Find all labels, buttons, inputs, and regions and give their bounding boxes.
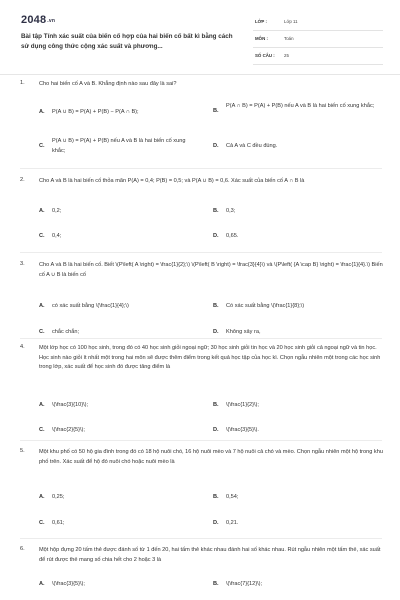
meta-row-class bbox=[253, 14, 383, 31]
option-letter: B. bbox=[213, 494, 219, 500]
class-value: Lớp 11 bbox=[284, 19, 298, 24]
option-text: 0,4; bbox=[52, 233, 62, 239]
meta-row-subject bbox=[253, 31, 383, 48]
option-text: chắc chắn; bbox=[52, 329, 80, 335]
class-label: LỚP : bbox=[255, 19, 267, 24]
option-text: \(\frac{3}{5}\); bbox=[52, 581, 85, 587]
option-letter: C. bbox=[39, 427, 45, 433]
document-title: Bài tập Tính xác suất của biến cố hợp của hai biến cố bất kì bằng cách sử dụng công thức cộng xác suất và phương... bbox=[21, 33, 233, 50]
document-meta bbox=[253, 14, 383, 65]
option-letter: A. bbox=[39, 109, 45, 115]
option-text: Có xác suất bằng \(\frac{1}{8};\) bbox=[226, 303, 305, 309]
question-text: Cho hai biến cố A và B. Khẳng định nào sau đây là sai? bbox=[39, 81, 177, 87]
option-text: P(A ∪ B) = P(A) + P(B) nếu A và B là hai biến cố xung khắc; bbox=[52, 138, 186, 154]
option-text: P(A ∩ B) = P(A) + P(B) nếu A và B là hai biến cố xung khắc; bbox=[226, 103, 375, 109]
option-text: \(\frac{7}{12}\); bbox=[226, 581, 263, 587]
option-text: Cả A và C đều đúng. bbox=[226, 143, 278, 149]
question-separator bbox=[20, 252, 382, 253]
question-number: 4. bbox=[20, 344, 25, 350]
option-letter: A. bbox=[39, 208, 45, 214]
option-letter: A. bbox=[39, 303, 45, 309]
option-letter: D. bbox=[213, 143, 219, 149]
question-text: Cho A và B là hai biến cố. Biết \(P\left( A \right) = \frac{1}{2};\) \(P\left( B \right) = \frac{3}{4}\) và \(P\left( {A \cap B} \right) = \frac{1}{4}.\) Biến cố A ∪ B là biến cố bbox=[39, 262, 383, 278]
option-text: \(\frac{2}{5}\); bbox=[52, 427, 85, 433]
option-letter: B. bbox=[213, 108, 219, 114]
option-text: có xác suất bằng \(\frac{1}{4};\) bbox=[52, 303, 129, 309]
option-text: Không xảy ra, bbox=[226, 329, 261, 335]
option-letter: B. bbox=[213, 303, 219, 309]
question-number: 6. bbox=[20, 546, 25, 552]
option-text: \(\frac{1}{2}\); bbox=[226, 402, 259, 408]
option-letter: A. bbox=[39, 494, 45, 500]
question-separator bbox=[20, 168, 382, 169]
option-letter: C. bbox=[39, 520, 45, 526]
option-text: 0,54; bbox=[226, 494, 239, 500]
option-text: 0,3; bbox=[226, 208, 236, 214]
site-logo[interactable]: 2048.vn bbox=[21, 14, 56, 26]
question-number: 2. bbox=[20, 177, 25, 183]
question-text: Một hộp đựng 20 tấm thẻ được đánh số từ 1 đến 20, hai tấm thẻ khác nhau đánh hai số khác nhau. Rút ngẫu nhiên một tấm thẻ, xác suất để rút được thẻ mang số chia hết cho 2 hoặc 3 là bbox=[39, 547, 381, 563]
question-separator bbox=[20, 440, 382, 441]
option-text: \(\frac{3}{5}\). bbox=[226, 427, 259, 433]
question-number: 1. bbox=[20, 80, 25, 86]
header-divider bbox=[0, 74, 400, 75]
subject-value: Toán bbox=[284, 36, 294, 41]
document-header bbox=[0, 0, 400, 70]
option-letter: B. bbox=[213, 581, 219, 587]
option-text: 0,25; bbox=[52, 494, 65, 500]
option-text: 0,2; bbox=[52, 208, 62, 214]
option-text: \(\frac{3}{10}\); bbox=[52, 402, 89, 408]
option-letter: B. bbox=[213, 208, 219, 214]
subject-label: MÔN : bbox=[255, 36, 268, 41]
option-text: 0,21. bbox=[226, 520, 239, 526]
option-letter: D. bbox=[213, 233, 219, 239]
option-letter: C. bbox=[39, 329, 45, 335]
option-letter: B. bbox=[213, 402, 219, 408]
question-separator bbox=[20, 338, 382, 339]
option-letter: C. bbox=[39, 233, 45, 239]
option-text: 0,65. bbox=[226, 233, 239, 239]
question-text: Một khu phố có 50 hộ gia đình trong đó có 18 hộ nuôi chó, 16 hộ nuôi mèo và 7 hộ nuôi cả chó và mèo. Chọn ngẫu nhiên một hộ trong khu phố trên. Xác suất để hộ đó nuôi chó hoặc nuôi mèo là bbox=[39, 449, 383, 465]
question-number: 3. bbox=[20, 261, 25, 267]
option-letter: D. bbox=[213, 329, 219, 335]
logo-suffix: .vn bbox=[47, 18, 56, 24]
option-letter: D. bbox=[213, 427, 219, 433]
meta-row-count bbox=[253, 48, 383, 65]
count-value: 25 bbox=[284, 53, 289, 58]
option-text: 0,61; bbox=[52, 520, 65, 526]
question-number: 5. bbox=[20, 448, 25, 454]
option-letter: D. bbox=[213, 520, 219, 526]
question-separator bbox=[20, 538, 382, 539]
option-letter: C. bbox=[39, 143, 45, 149]
question-text: Một lớp học có 100 học sinh, trong đó có 40 học sinh giỏi ngoại ngữ; 30 học sinh giỏi tin học và 20 học sinh giỏi cả ngoại ngữ và tin học. Học sinh nào giỏi ít nhất một trong hai môn sẽ được thêm điểm trong kết quả học tập của học kì. Chọn ngẫu nhiên một trong các học sinh trong lớp, xác suất để học sinh đó được tăng điểm là bbox=[39, 345, 381, 371]
option-text: P(A ∪ B) = P(A) + P(B) − P(A ∩ B); bbox=[52, 109, 139, 115]
count-label: SỐ CÂU : bbox=[255, 53, 275, 58]
option-letter: A. bbox=[39, 402, 45, 408]
option-letter: A. bbox=[39, 581, 45, 587]
question-text: Cho A và B là hai biến cố thỏa mãn P(A) = 0,4; P(B) = 0,5; và P(A ∪ B) = 0,6. Xác suất của biến cố A ∩ B là bbox=[39, 178, 305, 184]
